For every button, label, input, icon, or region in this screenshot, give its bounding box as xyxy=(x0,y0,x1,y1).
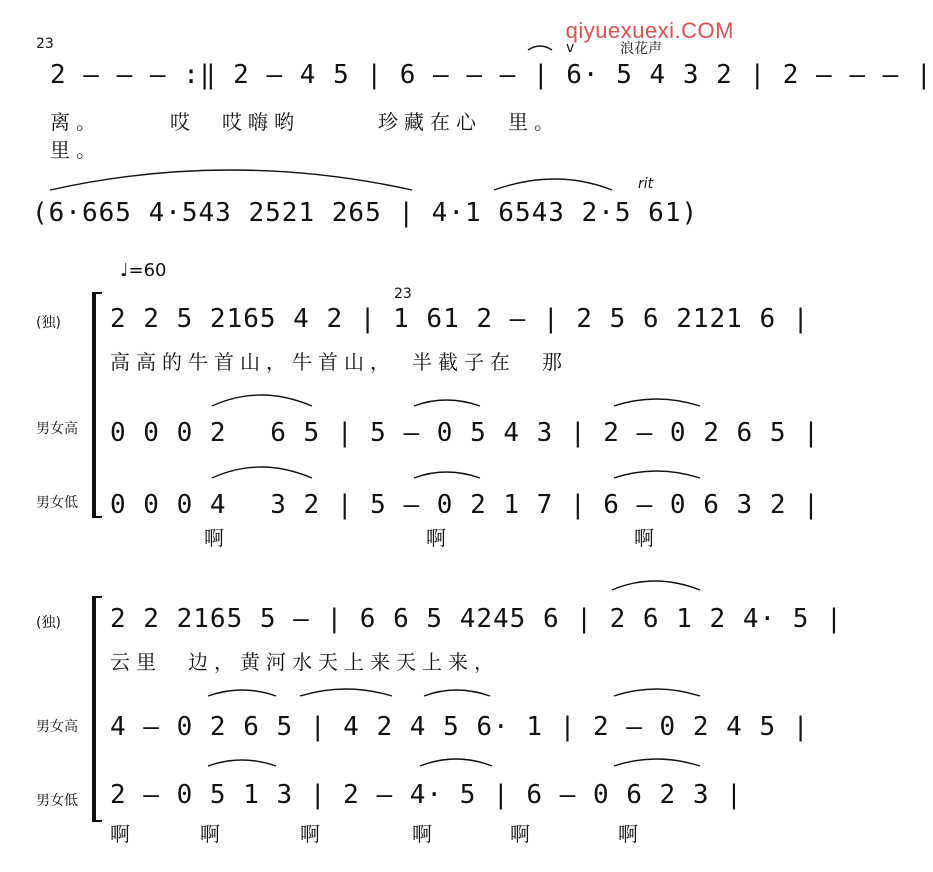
slur-low-1a xyxy=(212,467,312,478)
slur-high-2a xyxy=(208,690,276,696)
annotation-wave-sound: 浪花声 xyxy=(620,41,662,57)
slur-low-1b xyxy=(414,472,480,478)
notation-line1: 2 – – – :‖ 2 – 4 5 | 6 – – – | 6· 5 4 3 2 | 2 – – – | xyxy=(50,60,933,90)
slur-high-2d xyxy=(614,689,700,696)
slur-solo-2 xyxy=(612,581,700,590)
slur-high-1c xyxy=(614,399,700,406)
low-lyric-2b: 啊 xyxy=(200,822,226,846)
rit-mark: rit xyxy=(638,176,654,192)
low-lyric-2e: 啊 xyxy=(510,822,536,846)
low-notation-1: 0 0 0 4 3 2 | 5 – 0 2 1 7 | 6 – 0 6 3 2 | xyxy=(110,490,820,520)
slur-low-1c xyxy=(614,471,700,478)
label-high-2: 男女高 xyxy=(36,719,78,735)
grace-note-line1: 23 xyxy=(36,36,54,52)
label-solo-1: (独) xyxy=(36,315,61,331)
site-watermark: qiyuexuexi.COM xyxy=(565,18,734,43)
low-lyric-1a: 啊 xyxy=(204,526,230,550)
label-low-2: 男女低 xyxy=(36,793,78,809)
breath-mark: v xyxy=(566,40,575,56)
low-lyric-1c: 啊 xyxy=(634,526,660,550)
slur-line1 xyxy=(528,46,552,50)
label-high-1: 男女高 xyxy=(36,421,78,437)
lyrics-line1b: 里。 xyxy=(50,138,102,162)
low-notation-2: 2 – 0 5 1 3 | 2 – 4· 5 | 6 – 0 6 2 3 | xyxy=(110,780,743,810)
low-lyric-2c: 啊 xyxy=(300,822,326,846)
solo-notation-2: 2 2 2165 5 – | 6 6 5 4245 6 | 2 6 1 2 4· 5 | xyxy=(110,604,843,634)
solo-lyrics-2: 云里 边，黄河水天上来天上来， xyxy=(110,650,500,674)
low-lyric-2f: 啊 xyxy=(618,822,644,846)
solo-notation-1: 2 2 5 2165 4 2 | 1 61 2 – | 2 5 6 2121 6 | xyxy=(110,304,810,334)
high-notation-1: 0 0 0 2 6 5 | 5 – 0 5 4 3 | 2 – 0 2 6 5 | xyxy=(110,418,820,448)
label-solo-2: (独) xyxy=(36,615,61,631)
low-lyric-2d: 啊 xyxy=(412,822,438,846)
slur-high-1a xyxy=(212,395,312,406)
slur-high-2c xyxy=(424,690,490,696)
slur-low-2b xyxy=(420,759,492,766)
label-low-1: 男女低 xyxy=(36,495,78,511)
tempo-mark: ♩=60 xyxy=(120,260,167,281)
grace-note-system1: 23 xyxy=(394,286,412,302)
slur-interlude-long xyxy=(50,170,412,190)
high-notation-2: 4 – 0 2 6 5 | 4 2 4 5 6· 1 | 2 – 0 2 4 5 | xyxy=(110,712,810,742)
slur-interlude-short xyxy=(494,179,612,190)
slur-high-1b xyxy=(414,400,480,406)
slur-low-2a xyxy=(208,760,276,766)
low-lyric-1b: 啊 xyxy=(426,526,452,550)
solo-lyrics-1: 高高的牛首山，牛首山， 半截子在 那 xyxy=(110,350,568,374)
lyrics-line1: 离。 哎 哎嗨哟 珍藏在心 里。 xyxy=(50,110,560,134)
slur-high-2b xyxy=(300,689,392,696)
slur-low-2c xyxy=(614,759,700,766)
low-lyric-2a: 啊 xyxy=(110,822,136,846)
notation-interlude: (6·665 4·543 2521 265 | 4·1 6543 2·5 61) xyxy=(32,198,699,228)
